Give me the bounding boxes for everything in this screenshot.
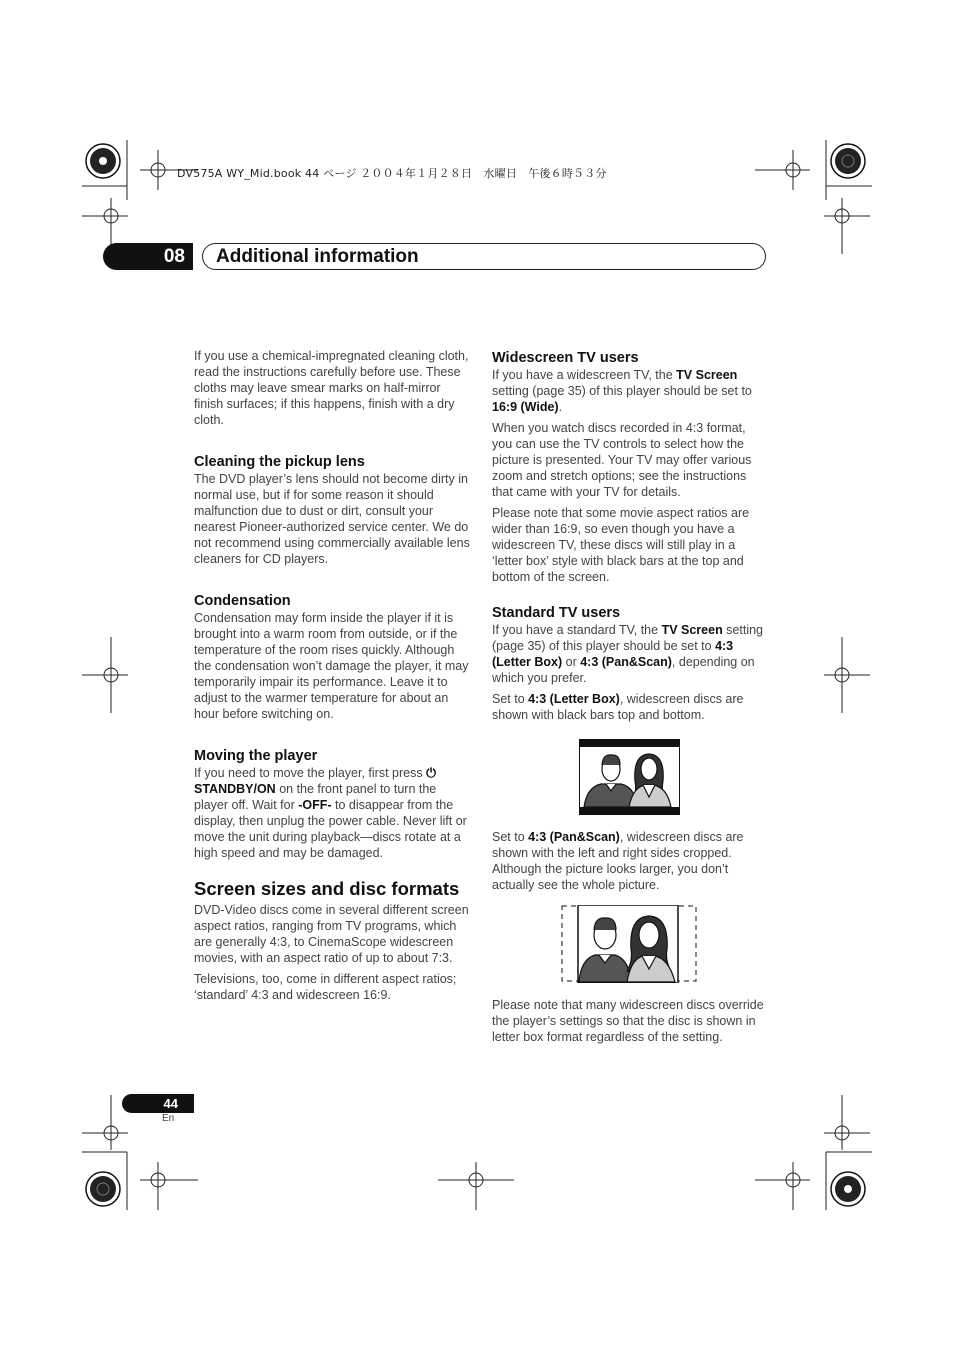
moving-text-1: If you need to move the player, first press: [194, 766, 427, 780]
standard-tv-heading: Standard TV users: [492, 605, 621, 621]
chapter-number: 08: [103, 243, 193, 270]
standard-paragraph-1: [492, 622, 768, 686]
page-number: 44: [122, 1094, 194, 1113]
tv-screen-label-2: TV Screen: [661, 623, 723, 637]
widescreen-paragraph-3: Please note that some movie aspect ratios are wider than 16:9, so even though you have a widescreen TV, these discs will still play in a ‘letter box’ style with black bars at the top and bottom of the screen.: [492, 506, 750, 584]
std-p3-a: Set to: [492, 830, 529, 844]
std-text-or: or: [562, 655, 581, 669]
std-text-a: If you have a standard TV, the: [492, 623, 662, 637]
moving-player-paragraph: [194, 765, 470, 861]
rosette-bottom-right-icon: [831, 1172, 865, 1206]
cleaning-lens-heading: Cleaning the pickup lens: [194, 454, 365, 470]
widescreen-paragraph-2: When you watch discs recorded in 4:3 format, you can use the TV controls to select how the picture is presented. Your TV may offer various zoom and stretch options; see the instructions that came with your TV for details.: [492, 421, 752, 499]
standard-paragraph-2: [492, 691, 768, 723]
off-indicator-label: -OFF-: [298, 798, 332, 812]
ws-text-b: setting (page 35) of this player should be set to: [492, 384, 752, 398]
moving-player-heading: Moving the player: [194, 748, 318, 764]
power-icon: ⏻: [426, 766, 436, 780]
std-text-c: , depending on which you prefer.: [492, 655, 755, 685]
std-text-b: setting (page 35) of this player should be set to: [492, 623, 764, 653]
cleaning-lens-paragraph: The DVD player’s lens should not become dirty in normal use, but if for some reason it should malfunction due to dust or dirt, consult your nearest Pioneer-authorized service center. We do not recommend using commercially available lens cleaners for CD players.: [194, 472, 470, 566]
rosette-top-right-icon: [831, 144, 865, 178]
screen-sizes-paragraph-2: Televisions, too, come in different aspect ratios; ‘standard’ 4:3 and widescreen 16:9.: [194, 972, 457, 1002]
ws-text-a: If you have a widescreen TV, the: [492, 368, 677, 382]
std-p3-b: , widescreen discs are shown with the left and right sides cropped. Although the picture looks larger, you don’t actually see the whole picture.: [492, 830, 744, 892]
panscan-setting-label: 4:3 (Pan&Scan): [580, 655, 672, 669]
widescreen-heading: Widescreen TV users: [492, 350, 639, 366]
tv-screen-label: TV Screen: [676, 368, 738, 382]
cleaning-cloth-paragraph: If you use a chemical-impregnated cleaning cloth, read the instructions carefully before use. These cloths may leave smear marks on half-mirror finish surfaces; if this happens, finish with a dry cloth.: [194, 349, 469, 427]
left-column: [194, 348, 470, 1008]
letterbox-setting-label-2: 4:3 (Letter Box): [528, 692, 620, 706]
moving-text-2: on the front panel to turn the player off. Wait for: [194, 782, 437, 812]
standard-paragraph-4: Please note that many widescreen discs override the player’s settings so that the disc is shown in letter box format regardless of the setting.: [492, 998, 764, 1044]
std-p2-a: Set to: [492, 692, 529, 706]
rosette-top-left-icon: [86, 144, 120, 178]
std-p2-b: , widescreen discs are shown with black bars top and bottom.: [492, 692, 744, 722]
condensation-paragraph: Condensation may form inside the player if it is brought into a warm room from outside, or if the temperature of the room rises quickly. Although the condensation won’t damage the player, it may temporarily impair its performance. Leave it to adjust to the warmer temperature for about an hour before switching on.: [194, 611, 469, 721]
screen-sizes-heading: Screen sizes and disc formats: [194, 878, 460, 899]
standard-paragraph-3: [492, 829, 768, 893]
panscan-setting-label-2: 4:3 (Pan&Scan): [528, 830, 620, 844]
ws-text-c: .: [558, 400, 563, 414]
rosette-bottom-left-icon: [86, 1172, 120, 1206]
moving-text-3: to disappear from the display, then unplug the power cable. Never lift or move the unit during playback—discs rotate at a high speed and may be damaged.: [194, 798, 467, 860]
chapter-title: Additional information: [216, 246, 419, 267]
panscan-illustration: [561, 905, 697, 983]
standby-on-label: STANDBY/ON: [194, 782, 276, 796]
printer-slug: DV575A WY_Mid.book 44 ページ ２００４年１月２８日 水曜日 午後６時５３分: [177, 167, 607, 180]
screen-sizes-paragraph-1: DVD-Video discs come in several different screen aspect ratios, ranging from TV programs, which are generally 4:3, to CinemaScope widescreen movies, with an aspect ratio of up to about 7:3.: [194, 903, 469, 965]
letterbox-setting-label: 4:3 (Letter Box): [492, 639, 734, 669]
page-language: En: [162, 1113, 175, 1124]
right-column: [492, 349, 768, 1050]
widescreen-paragraph-1: [492, 367, 768, 415]
condensation-heading: Condensation: [194, 593, 291, 609]
letterbox-illustration: [579, 739, 680, 815]
wide-setting-label: 16:9 (Wide): [492, 400, 559, 414]
